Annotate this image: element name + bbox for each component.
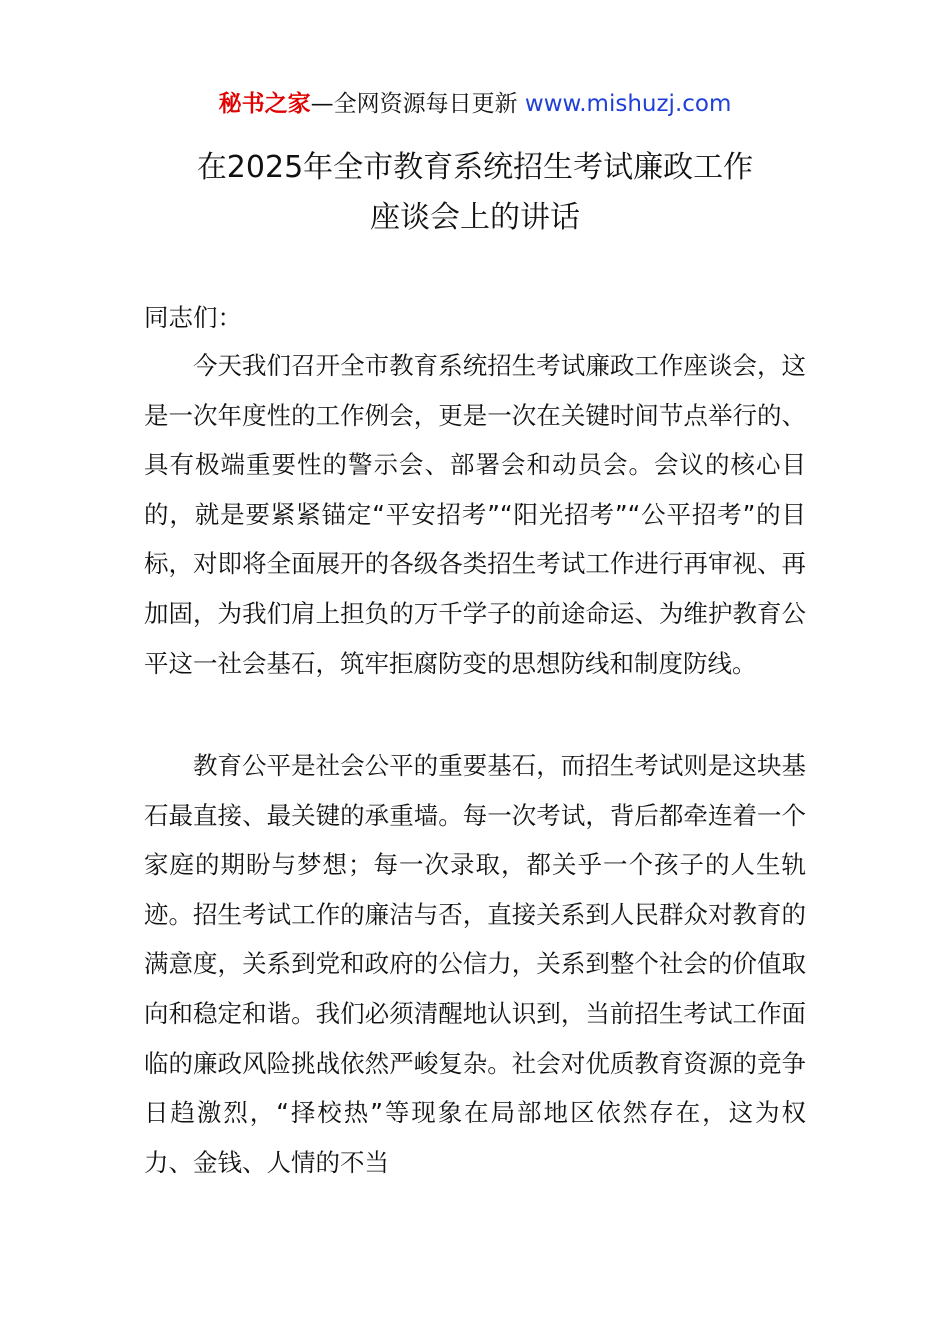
brand-name: 秘书之家 <box>218 91 311 117</box>
paragraph-2: 教育公平是社会公平的重要基石，而招生考试则是这块基石最直接、最关键的承重墙。每一次考试，背后都牵连着一个家庭的期盼与梦想；每一次录取，都关乎一个孩子的人生轨迹。招生考试工作的廉洁与否，直接关系到人民群众对教育的满意度，关系到党和政府的公信力，关系到整个社会的价值取向和稳定和谐。我们必须清醒地认识到，当前招生考试工作面临的廉政风险挑战依然严峻复杂。社会对优质教育资源的竞争日趋激烈，“择校热”等现象在局部地区依然存在，这为权力、金钱、人情的不当 <box>144 751 806 1177</box>
site-header <box>0 86 950 122</box>
salutation: 同志们： <box>144 303 242 332</box>
document-title-line-2: 座谈会上的讲话 <box>370 200 580 235</box>
site-url-link[interactable]: www.mishuzj.com <box>524 91 732 117</box>
header-slogan: —全网资源每日更新 <box>310 91 518 117</box>
paragraph-1: 今天我们召开全市教育系统招生考试廉政工作座谈会，这是一次年度性的工作例会，更是一次在关键时间节点举行的、具有极端重要性的警示会、部署会和动员会。会议的核心目的，就是要紧紧锚定“平安招考”“阳光招考”“公平招考”的目标，对即将全面展开的各级各类招生考试工作进行再审视、再加固，为我们肩上担负的万千学子的前途命运、为维护教育公平这一社会基石，筑牢拒腐防变的思想防线和制度防线。 <box>144 351 806 678</box>
document-title-line-1: 在2025年全市教育系统招生考试廉政工作 <box>196 150 754 185</box>
